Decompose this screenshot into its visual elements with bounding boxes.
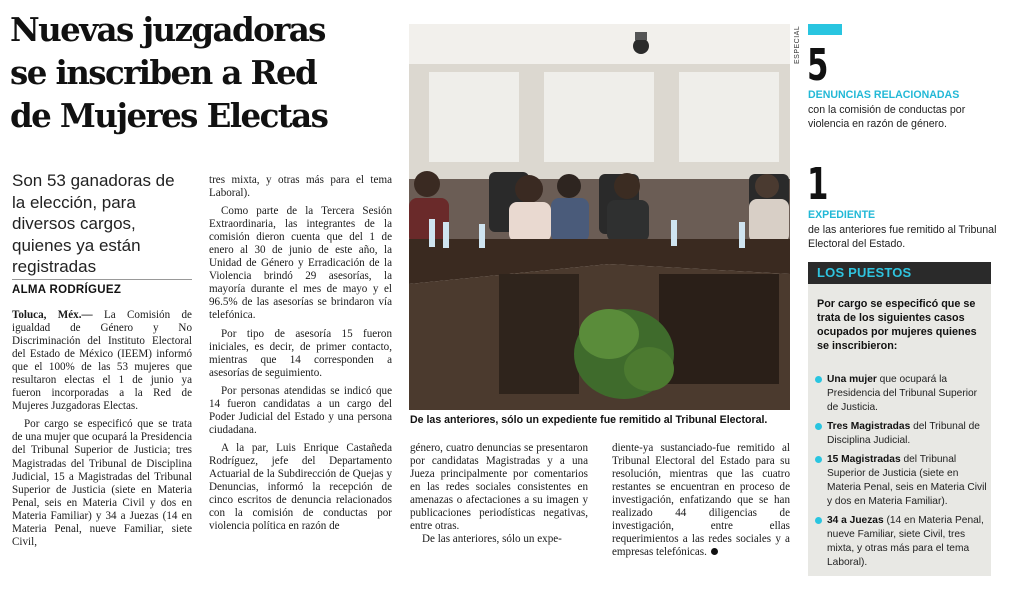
- photo-caption: De las anteriores, sólo un expediente fue remitido al Tribunal Electoral.: [410, 414, 768, 426]
- paragraph: Por personas atendidas se indicó que 14 fueron candidatas a un cargo del Poder Judicial del Estado y una persona ciudadana.: [209, 384, 392, 436]
- paragraph: tres mixta, y otras más para el tema Laboral).: [209, 174, 392, 200]
- sidebar-list: [812, 373, 987, 575]
- subheadline: Son 53 ganadoras de la elección, para diversos cargos, quienes ya están registradas: [12, 171, 175, 276]
- list-item-text: del Tribunal de Disciplina Judicial.: [827, 421, 980, 446]
- headline-line: Nuevas juzgadoras: [10, 10, 325, 49]
- byline-divider: [12, 279, 192, 280]
- stat-description: de las anteriores fue remitido al Tribunal Electoral del Estado.: [808, 224, 997, 250]
- sidebar-intro: Por cargo se especificó que se trata de los siguientes casos ocupados por mujeres quienes se inscribieron:: [817, 298, 977, 352]
- headline: [10, 8, 402, 137]
- stat-number: 1: [807, 159, 829, 210]
- article-column-3: [410, 442, 588, 546]
- list-item-text: del Tribunal Superior de Justicia (siete en Materia Penal, seis en Materia Civil y dos en Materia Familiar).: [827, 454, 987, 507]
- meeting-photo: [409, 24, 790, 410]
- section-label: ESPECIAL: [794, 25, 801, 64]
- stat-number: 5: [807, 40, 829, 91]
- article-column-2: [209, 174, 392, 533]
- paragraph: Por cargo se especificó que se trata de una mujer que ocupará la Presidencia del Tribunal Superior de Justicia; tres Magistradas del Tribunal de Disciplina Judicial, 15 a Magistradas del Tribunal Superior de Justicia (siete en Materia Penal, seis en Materia Civil y dos en Materia Familiar) y 34 a Juezas (14 en Materia Penal, nueve Familiar, siete Civil,: [12, 418, 192, 548]
- list-item-text: (14 en Materia Penal, nueve Familiar, siete Civil, tres mixta, y otras más para el tema Laboral).: [827, 515, 984, 568]
- list-item: [812, 373, 987, 415]
- sidebar-title: LOS PUESTOS: [808, 262, 991, 284]
- paragraph: género, cuatro denuncias se presentaron por candidatas Magistradas y a una Jueza principalmente por comentarios en las redes sociales consistentes en amenazas o afectaciones a su imagen y publicaciones periodísticas negativas, entre otras.: [410, 442, 588, 533]
- accent-bar: [808, 24, 842, 35]
- dateline: Toluca, Méx.—: [12, 309, 93, 321]
- list-item-bold: Una mujer: [827, 374, 877, 385]
- headline-line: se inscriben a Red: [10, 53, 317, 92]
- list-item-bold: 34 a Juezas: [827, 515, 884, 526]
- stat-title: EXPEDIENTE: [808, 209, 876, 221]
- sidebar-box: [808, 262, 991, 576]
- list-item: [812, 514, 987, 570]
- paragraph-text: La Comisión de igualdad de Género y No Discriminación del Instituto Electoral del Estado de México (IEEM) informó que el 100% de las 53 mujeres que resultaron electas el 1 de junio ya fueron incorporadas a la Red de Mujeres Juzgadoras Electas.: [12, 309, 192, 413]
- article-column-1: [12, 309, 192, 549]
- article-column-4: [612, 442, 790, 559]
- paragraph: Como parte de la Tercera Sesión Extraordinaria, las integrantes de la comisión dieron cuenta que del 1 de enero al 30 de junio de este año, la Unidad de Género y Erradicación de la Violencia brindó 29 asesorías, la mayoría durante el mes de mayo y el 96.5% de las asesorías se brindaron vía telefónica.: [209, 205, 392, 322]
- bullet-icon: [815, 517, 822, 524]
- bullet-icon: [815, 456, 822, 463]
- paragraph-text: diente-ya sustanciado-fue remitido al Tribunal Electoral del Estado para su resolución, mientras que las cuatro restantes se encuentran en proceso de investigación, enfatizando que se han realizado 44 diligencias de investigación, entre ellas requerimientos a las redes sociales y a empresas telefónicas.: [612, 442, 790, 559]
- paragraph: [612, 442, 790, 559]
- end-mark-icon: [711, 548, 718, 555]
- list-item: [812, 420, 987, 448]
- list-item-text: que ocupará la Presidencia del Tribunal Superior de Justicia.: [827, 374, 978, 413]
- paragraph: [12, 309, 192, 413]
- headline-line: de Mujeres Electas: [10, 96, 328, 135]
- paragraph: A la par, Luis Enrique Castañeda Rodríguez, jefe del Departamento Actuarial de la Subdirección de Quejas y Denuncias, informó la recepción de cinco escritos de denuncia relacionados con la comisión de conductas por violencia política en razón de: [209, 441, 392, 533]
- list-item-bold: 15 Magistradas: [827, 454, 901, 465]
- list-item: [812, 453, 987, 509]
- bullet-icon: [815, 376, 822, 383]
- stat-description: con la comisión de conductas por violencia en razón de género.: [808, 104, 966, 130]
- meeting-photo-illustration: [409, 24, 790, 410]
- paragraph: Por tipo de asesoría 15 fueron iniciales, es decir, de primer contacto, mientras que 14 corresponden a asesorías de seguimiento.: [209, 327, 392, 379]
- bullet-icon: [815, 423, 822, 430]
- byline: ALMA RODRÍGUEZ: [12, 284, 122, 296]
- list-item-bold: Tres Magistradas: [827, 421, 911, 432]
- paragraph: De las anteriores, sólo un expe-: [422, 533, 562, 546]
- stat-title: DENUNCIAS RELACIONADAS: [808, 89, 960, 101]
